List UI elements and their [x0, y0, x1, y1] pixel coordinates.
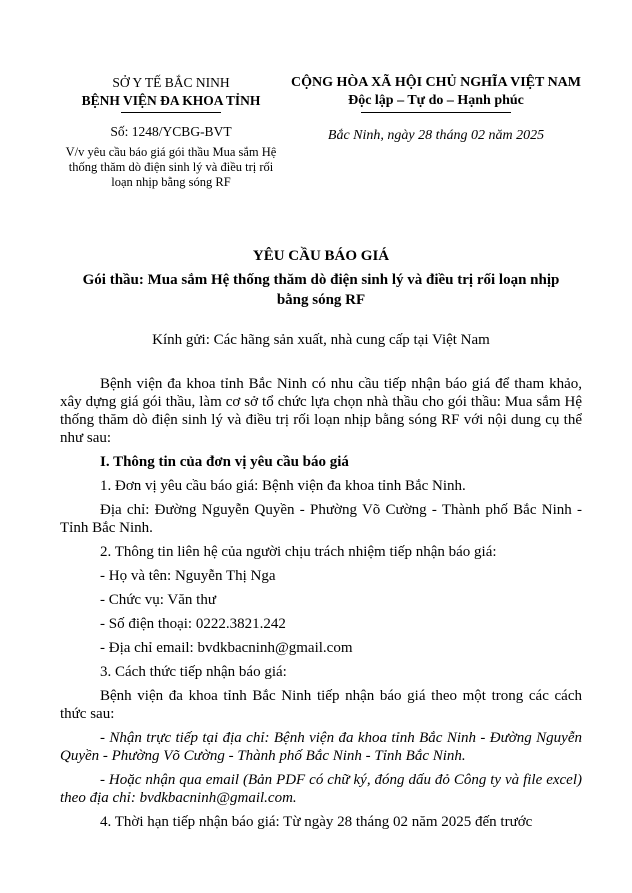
contact-position: - Chức vụ: Văn thư	[100, 592, 216, 608]
hospital-name: BỆNH VIỆN ĐA KHOA TỈNH	[81, 93, 261, 108]
requesting-unit: 1. Đơn vị yêu cầu báo giá: Bệnh viện đa khoa tỉnh Bắc Ninh.	[100, 478, 466, 494]
motto-underline	[361, 112, 511, 113]
national-motto: Độc lập – Tự do – Hạnh phúc	[348, 93, 524, 108]
document-subject: V/v yêu cầu báo giá gói thầu Mua sắm Hệ thống thăm dò điện sinh lý và điều trị rối loạn nhịp bằng sóng RF	[65, 145, 277, 189]
recipient-line: Kính gửi: Các hãng sản xuất, nhà cung cấp tại Việt Nam	[152, 332, 490, 348]
contact-name: - Họ và tên: Nguyễn Thị Nga	[100, 568, 276, 584]
issuer-block	[60, 74, 282, 190]
section-heading: I. Thông tin của đơn vị yêu cầu báo giá	[100, 454, 349, 470]
deadline-line: 4. Thời hạn tiếp nhận báo giá: Từ ngày 28 tháng 02 năm 2025 đến trước	[100, 814, 533, 830]
document-title: YÊU CẦU BÁO GIÁ	[252, 248, 390, 264]
contact-email: - Địa chỉ email: bvdkbacninh@gmail.com	[100, 640, 353, 656]
package-title: Gói thầu: Mua sắm Hệ thống thăm dò điện sinh lý và điều trị rối loạn nhịp bằng sóng RF	[82, 272, 560, 308]
title-block	[60, 246, 582, 310]
nation-name: CỘNG HÒA XÃ HỘI CHỦ NGHĨA VIỆT NAM	[290, 75, 581, 90]
document-number: Số: 1248/YCBG-BVT	[110, 124, 232, 139]
document-date: Bắc Ninh, ngày 28 tháng 02 năm 2025	[327, 128, 545, 143]
method-email: - Hoặc nhận qua email (Bản PDF có chữ ký, đóng dấu đỏ Công ty và file excel) theo địa chỉ: bvdkbacninh@gmail.com.	[60, 772, 582, 806]
contact-phone: - Số điện thoại: 0222.3821.242	[100, 616, 286, 632]
contact-heading: 2. Thông tin liên hệ của người chịu trách nhiệm tiếp nhận báo giá:	[100, 544, 497, 560]
method-intro: Bệnh viện đa khoa tỉnh Bắc Ninh tiếp nhận báo giá theo một trong các cách thức sau:	[60, 688, 582, 722]
method-direct: - Nhận trực tiếp tại địa chỉ: Bệnh viện đa khoa tỉnh Bắc Ninh - Đường Nguyễn Quyền - Phường Võ Cường - Thành phố Bắc Ninh - Tỉnh Bắc Ninh.	[60, 730, 582, 764]
issuer-underline	[121, 112, 221, 113]
department-name: SỞ Y TẾ BẮC NINH	[112, 75, 230, 90]
method-heading: 3. Cách thức tiếp nhận báo giá:	[100, 664, 287, 680]
national-header	[290, 74, 582, 145]
document-body	[60, 375, 582, 837]
unit-address: Địa chỉ: Đường Nguyễn Quyền - Phường Võ Cường - Thành phố Bắc Ninh - Tỉnh Bắc Ninh.	[60, 502, 582, 536]
intro-paragraph: Bệnh viện đa khoa tỉnh Bắc Ninh có nhu cầu tiếp nhận báo giá để tham khảo, xây dựng giá gói thầu, làm cơ sở tổ chức lựa chọn nhà thầu cho gói thầu: Mua sắm Hệ thống thăm dò điện sinh lý và điều trị rối loạn nhịp bằng sóng RF với nội dung cụ thể như sau:	[60, 376, 582, 446]
